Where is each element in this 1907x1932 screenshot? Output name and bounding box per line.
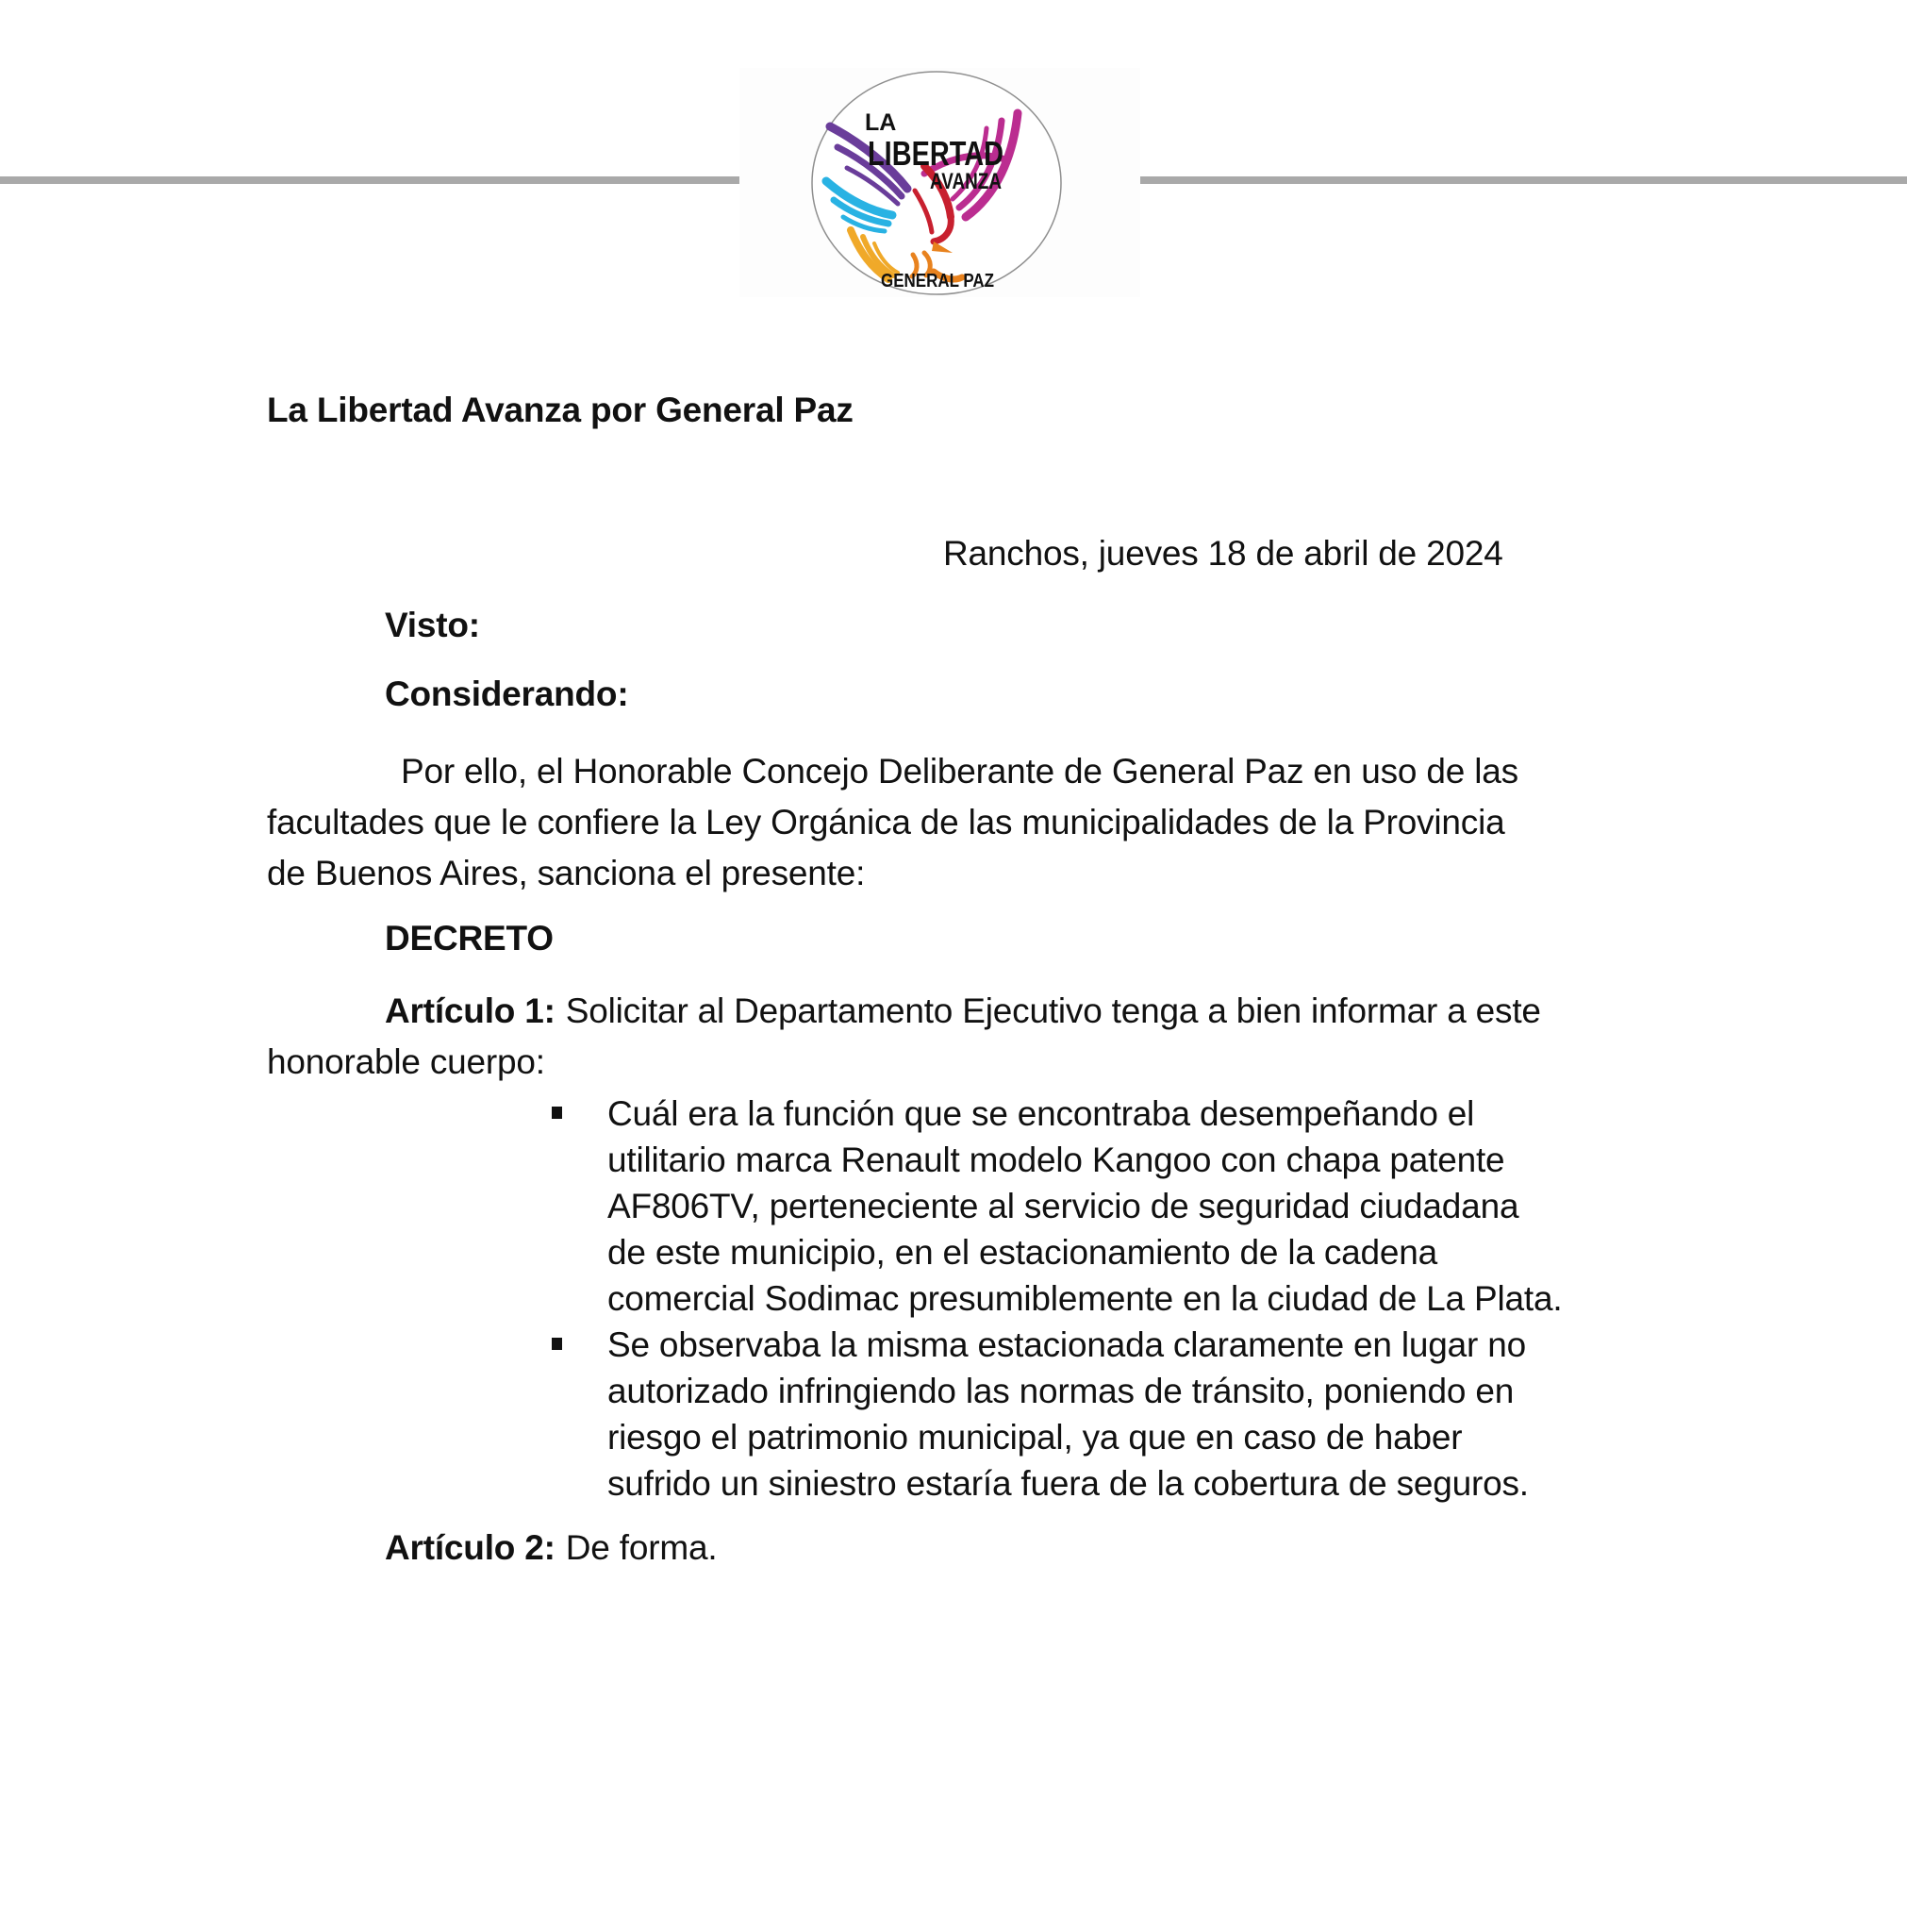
- articulo-1-line: honorable cuerpo:: [267, 1042, 545, 1081]
- square-bullet-icon: [552, 1338, 562, 1350]
- bullet-line: autorizado infringiendo las normas de tránsito, poniendo en: [607, 1372, 1515, 1410]
- logo-text-la: LA: [865, 109, 897, 136]
- preamble-line: Por ello, el Honorable Concejo Deliberante de General Paz en uso de las: [401, 752, 1518, 791]
- articulo-1-text: Solicitar al Departamento Ejecutivo tenga a bien informar a este: [565, 991, 1541, 1030]
- articulo-1-label: Artículo 1:: [385, 991, 556, 1030]
- articulo-2-label: Artículo 2:: [385, 1528, 556, 1567]
- bullet-item: [552, 1322, 1562, 1507]
- logo-text-libertad: LIBERTAD: [868, 134, 1003, 173]
- bullet-line: comercial Sodimac presumiblemente en la ciudad de La Plata.: [607, 1279, 1563, 1318]
- preamble-paragraph: [267, 746, 1518, 899]
- articulo-2-text: De forma.: [565, 1528, 718, 1567]
- bullet-list: [552, 1091, 1562, 1507]
- bullet-text: [607, 1322, 1529, 1507]
- preamble-line: facultades que le confiere la Ley Orgánica de las municipalidades de la Provincia: [267, 803, 1505, 841]
- bullet-line: de este municipio, en el estacionamiento de la cadena: [607, 1233, 1438, 1272]
- bullet-text: [607, 1091, 1562, 1322]
- square-bullet-icon: [552, 1107, 562, 1119]
- bullet-line: sufrido un siniestro estaría fuera de la cobertura de seguros.: [607, 1464, 1529, 1503]
- bullet-line: utilitario marca Renault modelo Kangoo con chapa patente: [607, 1141, 1505, 1179]
- party-logo-image: [739, 68, 1140, 297]
- bullet-line: Cuál era la función que se encontraba desempeñando el: [607, 1094, 1475, 1133]
- articulo-1-line: [267, 986, 1541, 1037]
- bullet-item: [552, 1091, 1562, 1322]
- preamble-line: de Buenos Aires, sanciona el presente:: [267, 854, 866, 892]
- bullet-line: Se observaba la misma estacionada claramente en lugar no: [607, 1325, 1526, 1364]
- bullet-line: riesgo el patrimonio municipal, ya que en caso de haber: [607, 1418, 1463, 1457]
- org-title: La Libertad Avanza por General Paz: [267, 391, 854, 429]
- articulo-2-line: [267, 1523, 717, 1574]
- articulo-2-paragraph: [267, 1523, 717, 1574]
- logo-text-general-paz: GENERAL PAZ: [881, 271, 994, 291]
- decreto-heading: DECRETO: [385, 919, 554, 958]
- party-logo: [739, 68, 1140, 297]
- articulo-1-paragraph: [267, 986, 1541, 1088]
- section-considerando: Considerando:: [385, 675, 629, 713]
- logo-text-avanza: AVANZA: [930, 169, 1002, 194]
- bullet-line: AF806TV, perteneciente al servicio de seguridad ciudadana: [607, 1187, 1519, 1225]
- date-line: Ranchos, jueves 18 de abril de 2024: [943, 534, 1503, 573]
- section-visto: Visto:: [385, 606, 480, 644]
